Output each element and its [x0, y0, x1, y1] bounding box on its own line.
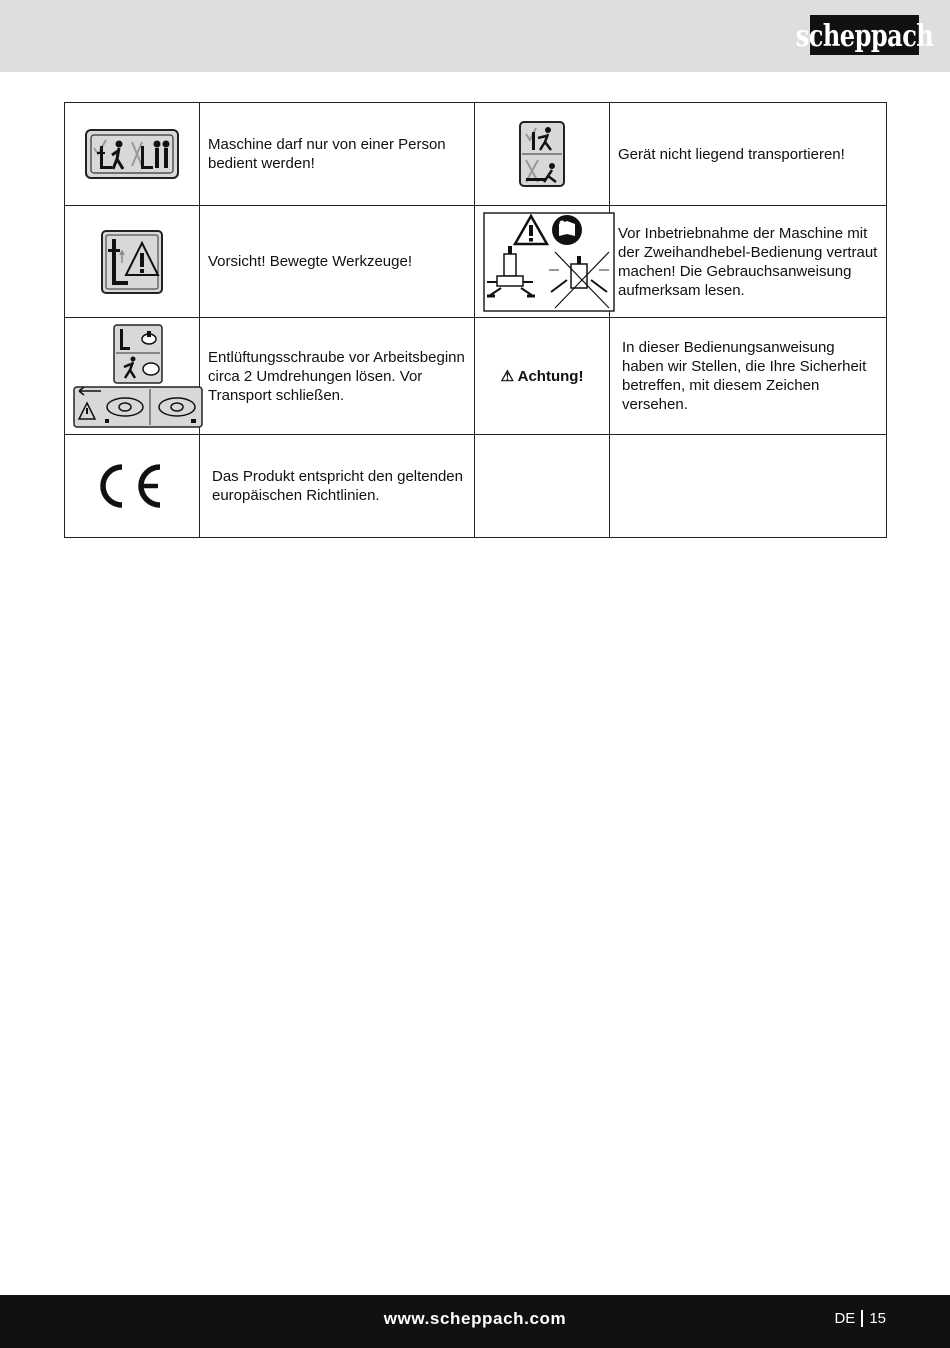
- empty-cell: [475, 435, 610, 538]
- language-code: DE: [834, 1310, 856, 1327]
- ce-mark-icon: [65, 435, 200, 538]
- symbol-description: Das Produkt entspricht den geltenden europäischen Richtlinien.: [200, 435, 475, 538]
- attention-label: ⚠ Achtung!: [475, 318, 610, 435]
- two-hand-lever-manual-icon: [475, 206, 610, 318]
- symbol-description: Vorsicht! Bewegte Werkzeuge!: [200, 206, 475, 318]
- symbol-description: Entlüftungsschraube vor Arbeitsbeginn circa 2 Umdrehungen lösen. Vor Transport schließen.: [200, 318, 475, 435]
- one-person-operation-icon: [65, 103, 200, 206]
- table-row: [65, 318, 887, 435]
- page-indicator: [834, 1310, 886, 1327]
- separator: [861, 1310, 863, 1327]
- safety-symbols-table: [64, 102, 887, 538]
- table-row: [65, 435, 887, 538]
- empty-cell: [610, 435, 887, 538]
- page-header: [0, 0, 950, 72]
- page-footer: [0, 1295, 950, 1348]
- table-row: [65, 103, 887, 206]
- symbol-description: Vor Inbetriebnahme der Maschine mit der Zweihandhebel-Bedienung vertraut machen! Die Gebrauchsanweisung aufmerksam lesen.: [610, 206, 887, 318]
- no-lying-transport-icon: [475, 103, 610, 206]
- symbol-description: In dieser Bedienungsanweisung haben wir Stellen, die Ihre Sicherheit betreffen, mit diesem Zeichen versehen.: [610, 318, 887, 435]
- symbol-description: Gerät nicht liegend transportieren!: [610, 103, 887, 206]
- page-number: 15: [869, 1310, 886, 1327]
- website-link[interactable]: www.scheppach.com: [383, 1309, 567, 1328]
- table-row: [65, 206, 887, 318]
- vent-screw-icon: [65, 318, 200, 435]
- brand-logo: scheppach: [795, 16, 934, 54]
- moving-tools-warning-icon: [65, 206, 200, 318]
- symbol-description: Maschine darf nur von einer Person bedient werden!: [200, 103, 475, 206]
